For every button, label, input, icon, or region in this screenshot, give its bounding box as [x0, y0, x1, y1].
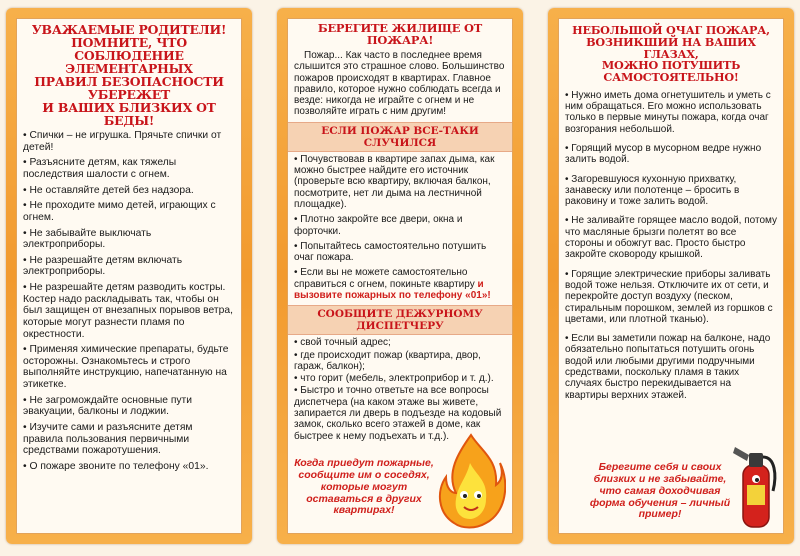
heading-line: ПОМНИТЕ, ЧТО СОБЛЮДЕНИЕ — [71, 35, 187, 64]
list-item: • что горит (мебель, электроприбор и т. д.). — [294, 373, 494, 385]
list-item: • Не забывайте выключать электроприборы. — [23, 227, 152, 251]
list-item: • Плотно закройте все двери, окна и форточки. — [294, 214, 463, 237]
right-panel-content — [558, 18, 784, 534]
panel1-list — [17, 130, 241, 472]
heading-line: ПРАВИЛ БЕЗОПАСНОСТИ — [34, 74, 224, 90]
middle-panel — [277, 8, 523, 544]
call-fire-brigade-text: и вызовите пожарных по телефону «01»! — [294, 278, 491, 301]
left-panel — [6, 8, 252, 544]
list-item: • Не загромождайте основные пути эвакуации, балконы и лоджии. — [23, 394, 193, 418]
left-panel-content — [16, 18, 242, 534]
heading-line: ЭЛЕМЕНТАРНЫХ — [65, 61, 193, 77]
list-item: • Нужно иметь дома огнетушитель и уметь с ним обращаться. Его можно использовать только в первые минуты пожара, когда очаг возгорания небольшой. — [565, 89, 771, 135]
section-header-fire: ЕСЛИ ПОЖАР ВСЕ-ТАКИ СЛУЧИЛСЯ — [287, 122, 513, 152]
list-item: • Горящий мусор в мусорном ведре нужно залить водой. — [565, 142, 762, 166]
list-item: • Не разрешайте детям включать электроприборы. — [23, 254, 183, 278]
list-item — [294, 267, 506, 301]
right-panel — [548, 8, 794, 544]
heading-line: УБЕРЕЖЕТ — [87, 87, 171, 103]
list-item: • Почувствовав в квартире запах дыма, как можно быстрее найдите его источник (проверьте всю квартиру, включая балкон, посмотрите, нет ли дыма на лестничной площадке). — [294, 153, 495, 210]
intro-text: Пожар... Как часто в последнее время слышится это страшное слово. Большинство пожаров происходят в квартирах. Главное правило, которое нужно соблюдать всегда и везде: никогда не играйте с огнем и не позволяйте играть с ним другим! — [294, 49, 505, 118]
list-item: • Не заливайте горящее масло водой, потому что масляные брызги полетят во все стороны и обожгут вас. Просто быстро закройте сковороду крышкой. — [565, 215, 778, 261]
heading-line: ВОЗНИКШИЙ НА ВАШИХ ГЛАЗАХ, — [586, 34, 756, 61]
panel2-list — [288, 154, 512, 302]
fire-extinguisher-icon — [729, 435, 781, 531]
flame-mascot-icon — [436, 433, 506, 529]
list-item: • Не проходите мимо детей, играющих с огнем. — [23, 200, 216, 223]
panel2-footer-note: Когда приедут пожарные, сообщите им о соседях, которые могут оставаться в других квартирах! — [294, 457, 434, 517]
panel2-heading: БЕРЕГИТЕ ЖИЛИЩЕ ОТ ПОЖАРА! — [317, 21, 483, 47]
list-item: • Загоревшуюся кухонную прихватку, занавеску или полотенце – бросить в раковину и тоже залить водой. — [565, 173, 740, 208]
panel2-intro — [288, 50, 512, 118]
list-item: • Горящие электрические приборы заливать водой тоже нельзя. Отключите их от сети, и перекройте доступ воздуху (песком, стиральным порошком, землей из горшков с цветами, или плотной тканью). — [565, 268, 773, 325]
list-item: • Изучите сами и разъясните детям правила пользования первичными средствами пожаротушения. — [23, 421, 193, 457]
list-item: • Разъясните детям, как тяжелы последствия шалости с огнем. — [23, 157, 177, 180]
list-item: • Не разрешайте детям разводить костры. Костер надо раскладывать так, чтобы он был защищен от внезапных порывов ветра, которые могут разнести пламя по окрестности. — [23, 282, 233, 340]
panel3-footer-note: Берегите себя и своих близких и не забывайте, что самая доходчивая форма обучения – личный пример! — [589, 461, 731, 521]
list-item: • О пожаре звоните по телефону «01». — [23, 460, 209, 472]
list-item: • Быстро и точно ответьте на все вопросы диспетчера (на каком этаже вы живете, запирается ли дверь в подъезде на кодовый замок, сколько всего этажей в доме, как быстрее к нему подъехать и т.д.). — [294, 385, 502, 442]
heading-line: САМОСТОЯТЕЛЬНО! — [603, 70, 739, 84]
list-item: • где происходит пожар (квартира, двор, гараж, балкон); — [294, 349, 481, 372]
heading-line: МОЖНО ПОТУШИТЬ — [601, 58, 741, 73]
list-item: • свой точный адрес; — [294, 337, 391, 349]
heading-line: НЕБОЛЬШОЙ ОЧАГ ПОЖАРА, — [572, 23, 770, 37]
list-item: • Применяя химические препараты, будьте осторожны. Ознакомьтесь и строго выполняйте инструкцию, напечатанную на этикетке. — [23, 344, 229, 390]
list-item: • Если вы заметили пожар на балконе, надо обязательно попытаться потушить огонь водой или любыми другими подручными средствами, поскольку пламя в таких случаях быстро перекидывается на квартиры верхних этажей. — [565, 333, 771, 401]
middle-panel-content — [287, 18, 513, 534]
call-text: • Если вы не можете самостоятельно справиться с огнем, покиньте квартиру — [294, 267, 475, 290]
panel2-list2 — [288, 337, 512, 442]
list-item: • Спички – не игрушка. Прячьте спички от детей! — [23, 130, 222, 153]
heading-line: И ВАШИХ БЛИЗКИХ ОТ БЕДЫ! — [42, 100, 216, 129]
section-header-dispatcher: СООБЩИТЕ ДЕЖУРНОМУ ДИСПЕТЧЕРУ — [287, 305, 513, 335]
list-item: • Попытайтесь самостоятельно потушить очаг пожара. — [294, 240, 487, 264]
panel3-heading — [559, 19, 783, 84]
heading-line: УВАЖАЕМЫЕ РОДИТЕЛИ! — [31, 22, 227, 37]
panel1-heading — [17, 19, 241, 127]
list-item: • Не оставляйте детей без надзора. — [23, 184, 194, 196]
panel3-list — [559, 90, 783, 401]
